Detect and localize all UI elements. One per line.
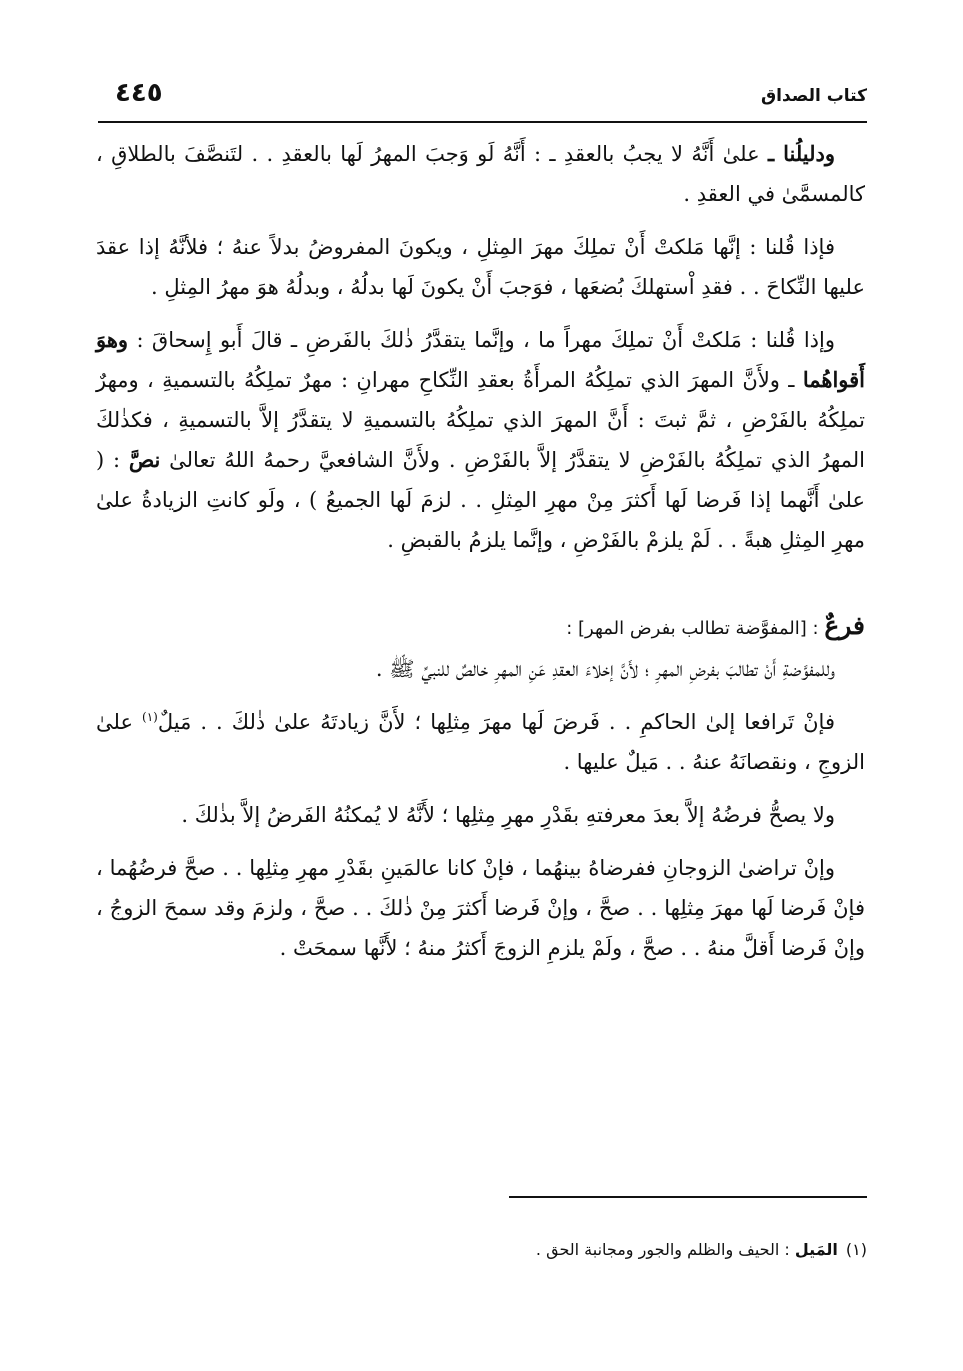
paragraph-5-text-after: علىٰ الزوجِ ، ونقصانَهُ عنهُ . . مَيلٌ عليها .	[96, 710, 865, 774]
section-heading-label: فرعٌ	[824, 611, 865, 640]
paragraph-3	[96, 320, 865, 560]
paragraph-1-text: علىٰ أَنَّهُ لا يجبُ بالعقدِ ـ : أَنَّهُ لَو وَجبَ المهرُ لَها بالعقدِ . . لتَنصَّفَ بالطلاقِ ، كالمسمَّىٰ في العقدِ .	[96, 142, 865, 206]
paragraph-5	[96, 702, 865, 782]
page-number: ٤٤٥	[115, 78, 163, 108]
paragraph-4: وللمفوَّضةِ أَنْ تطالبَ بفرضِ المهرِ ؛ لأَنَّ إخلاءَ العقدِ عَنِ المهرِ خالصٌ للنبيِّ ﷺ .	[375, 657, 835, 681]
paragraph-1	[96, 134, 865, 214]
paragraph-2: فإذا قُلنا : إنَّها مَلكتْ أَنْ تملِكَ مهرَ المِثلِ ، ويكونَ المفروضُ بدلاً عنهُ ؛ فلأنَّهُ إذا عقدَ عليها النِّكاحَ . . فقدِ اْستهلكَ بُضعَها ، فوَجبَ أَنْ يكونَ لَها بدلُهُ ، وبدلُهُ هوَ مهرُ المِثلِ .	[96, 235, 865, 299]
footnote-rule	[509, 1196, 867, 1198]
section-gap	[96, 560, 865, 606]
main-text	[96, 134, 865, 968]
header-rule	[98, 121, 867, 123]
book-title: كتاب الصداق	[760, 86, 867, 106]
section-heading	[96, 606, 865, 649]
footnote-reference[interactable]: (١)	[142, 710, 158, 724]
paragraph-3-bold-2: نصَّ	[128, 447, 161, 472]
footnote-term: المَيل	[794, 1240, 838, 1259]
paragraph-1-lead: ودليلُنا ـ	[767, 141, 835, 166]
paragraph-3-part-3: : ( علىٰ أَنَّهما إذا فَرضا لَها أَكثرَ مِنْ مهرِ المِثلِ . . لزمَ لَها الجميعُ ) ، ولَو كانتِ الزيادةُ علىٰ مهرِ المِثلِ هبةً . . لَمْ يلزمْ بالفَرْضِ ، وإنَّما يلزمُ بالقبضِ .	[96, 448, 865, 552]
paragraph-3-part-2: ـ ولأَنَّ المهرَ الذي تملِكُهُ المرأَةُ بعقدِ النِّكاحِ مهرانِ : مهرٌ تملِكُهُ بالتسميةِ ، ومهرٌ تملِكُهُ بالفَرْضِ ، ثمَّ ثبتَ : أَنَّ المهرَ الذي تملِكُهُ بالتسميةِ لا يتقدَّرُ إلاَّ بالتسميةِ ، فكذٰلكَ المهرُ الذي تملِكُهُ بالفَرْضِ لا يتقدَّرُ إلاَّ بالفَرْضِ . ولأَنَّ الشافعيَّ رحمهُ اللهُ تعالىٰ	[96, 368, 866, 472]
footnote-number: (١)	[845, 1240, 867, 1259]
paragraph-3-part-1: وإذا قُلنا : مَلكتْ أَنْ تملِكَ مهراً ما ، وإنَّما يتقدَّرُ ذٰلكَ بالفَرضِ ـ قالَ أَبو إِسحاقَ :	[128, 328, 835, 352]
footnote	[96, 1236, 867, 1264]
footnote-text: : الحيف والظلم والجور ومجانبة الحق .	[535, 1240, 795, 1259]
paragraph-7: وإنْ تراضىٰ الزوجانِ ففرضاهُ بينهُما ، فإنْ كانا عالمَينِ بقَدْرِ مهرِ مِثلِها . . صحَّ فرضُهُما ، فإنْ فَرضا لَها مهرَ مِثلِها . . صحَّ ، وإنْ فَرضا أَكثرَ مِنْ ذٰلكَ . . صحَّ ، ولزمَ وقد سمحَ الزوجُ ، وإنْ فَرضا أَقلَّ منهُ . . صحَّ ، ولَمْ يلزمِ الزوجَ أَكثرُ منهُ ؛ لأَنَّها سمحَتْ .	[96, 856, 865, 960]
paragraph-6: ولا يصحُّ فرضُهُ إلاَّ بعدَ معرفتهِ بقَدْرِ مهرِ مِثلِها ؛ لأَنَّهُ لا يُمكنُهُ الفَرضُ إلاَّ بذٰلكَ .	[181, 803, 835, 827]
section-heading-subtitle: : [المفوَّضة تطالب بفرض المهر] :	[566, 618, 825, 639]
running-header	[115, 78, 867, 114]
paragraph-5-text-before: فإنْ تَرافعا إلىٰ الحاكمِ . . فَرضَ لَها مهرَ مِثلِها ؛ لأَنَّ زيادتَهُ علىٰ ذٰلكَ . . مَيلٌ	[157, 710, 835, 734]
paragraph-3-bold-1: وهوَ أَقواهُما	[96, 327, 865, 392]
